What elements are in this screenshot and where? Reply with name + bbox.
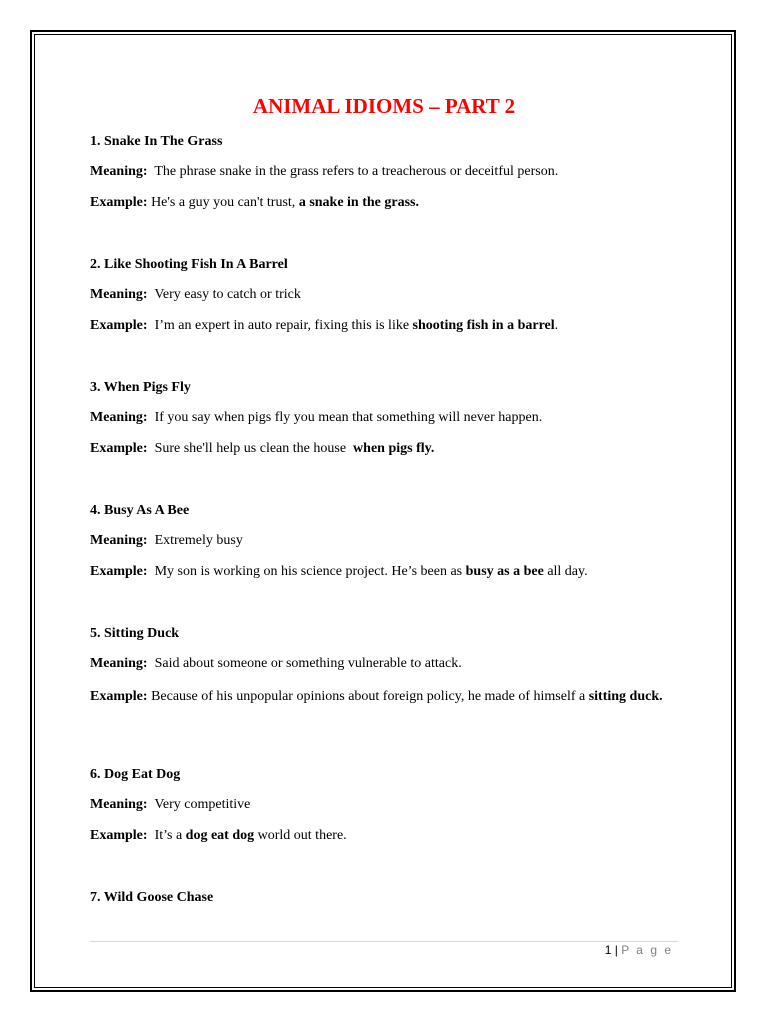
meaning-text: The phrase snake in the grass refers to a treacherous or deceitful person. (154, 164, 559, 179)
idiom-heading: 3. When Pigs Fly (90, 380, 191, 395)
idiom-example (90, 688, 680, 705)
meaning-text: Said about someone or something vulnerable to attack. (154, 656, 462, 671)
example-text: It’s a (154, 828, 183, 843)
footer-separator: | (614, 943, 618, 957)
page-footer (605, 943, 673, 957)
page-number: 1 (604, 943, 612, 957)
example-text-post: world out there. (257, 828, 347, 843)
meaning-text: If you say when pigs fly you mean that something will never happen. (154, 410, 543, 425)
example-idiom: a snake in the grass. (298, 195, 419, 210)
idiom-example (90, 564, 588, 580)
example-label: Example: (90, 318, 148, 333)
page-label: P a g e (621, 943, 673, 957)
meaning-text: Very easy to catch or trick (154, 287, 301, 302)
meaning-label: Meaning: (90, 797, 148, 812)
example-text: He's a guy you can't trust, (151, 195, 296, 210)
meaning-text: Extremely busy (154, 533, 243, 548)
meaning-label: Meaning: (90, 410, 148, 425)
idiom-example (90, 195, 419, 211)
idiom-meaning (90, 287, 301, 303)
example-label: Example: (90, 195, 148, 210)
footer-divider (90, 941, 678, 942)
idiom-example (90, 441, 434, 457)
example-label: Example: (90, 564, 148, 579)
example-idiom: when pigs fly. (353, 441, 435, 456)
example-idiom: busy as a bee (465, 564, 544, 579)
example-text: My son is working on his science project. He’s been as (154, 564, 463, 579)
idiom-example (90, 828, 347, 844)
idiom-meaning (90, 410, 542, 426)
meaning-label: Meaning: (90, 533, 148, 548)
idiom-meaning (90, 656, 462, 672)
example-label: Example: (90, 441, 148, 456)
meaning-label: Meaning: (90, 287, 148, 302)
example-label: Example: (90, 689, 148, 704)
example-idiom: dog eat dog (185, 828, 255, 843)
example-idiom: sitting duck. (588, 689, 663, 704)
idiom-meaning (90, 164, 558, 180)
idiom-heading: 6. Dog Eat Dog (90, 767, 181, 782)
idiom-example (90, 318, 558, 334)
idiom-heading: 5. Sitting Duck (90, 626, 180, 641)
example-idiom: shooting fish in a barrel (412, 318, 555, 333)
example-text-post: all day. (547, 564, 588, 579)
page-title: ANIMAL IDIOMS – PART 2 (252, 94, 516, 118)
example-text-post: . (554, 318, 559, 333)
example-text: Because of his unpopular opinions about foreign policy, he made of himself a (151, 689, 586, 704)
idiom-meaning (90, 533, 243, 549)
meaning-text: Very competitive (154, 797, 251, 812)
idiom-heading: 2. Like Shooting Fish In A Barrel (90, 257, 288, 272)
idiom-heading: 1. Snake In The Grass (90, 134, 223, 149)
meaning-label: Meaning: (90, 164, 148, 179)
idiom-heading: 4. Busy As A Bee (90, 503, 190, 518)
example-text: Sure she'll help us clean the house (154, 441, 347, 456)
example-text: I’m an expert in auto repair, fixing this is like (154, 318, 410, 333)
example-label: Example: (90, 828, 148, 843)
idiom-meaning (90, 797, 250, 813)
idiom-heading: 7. Wild Goose Chase (90, 890, 214, 905)
meaning-label: Meaning: (90, 656, 148, 671)
